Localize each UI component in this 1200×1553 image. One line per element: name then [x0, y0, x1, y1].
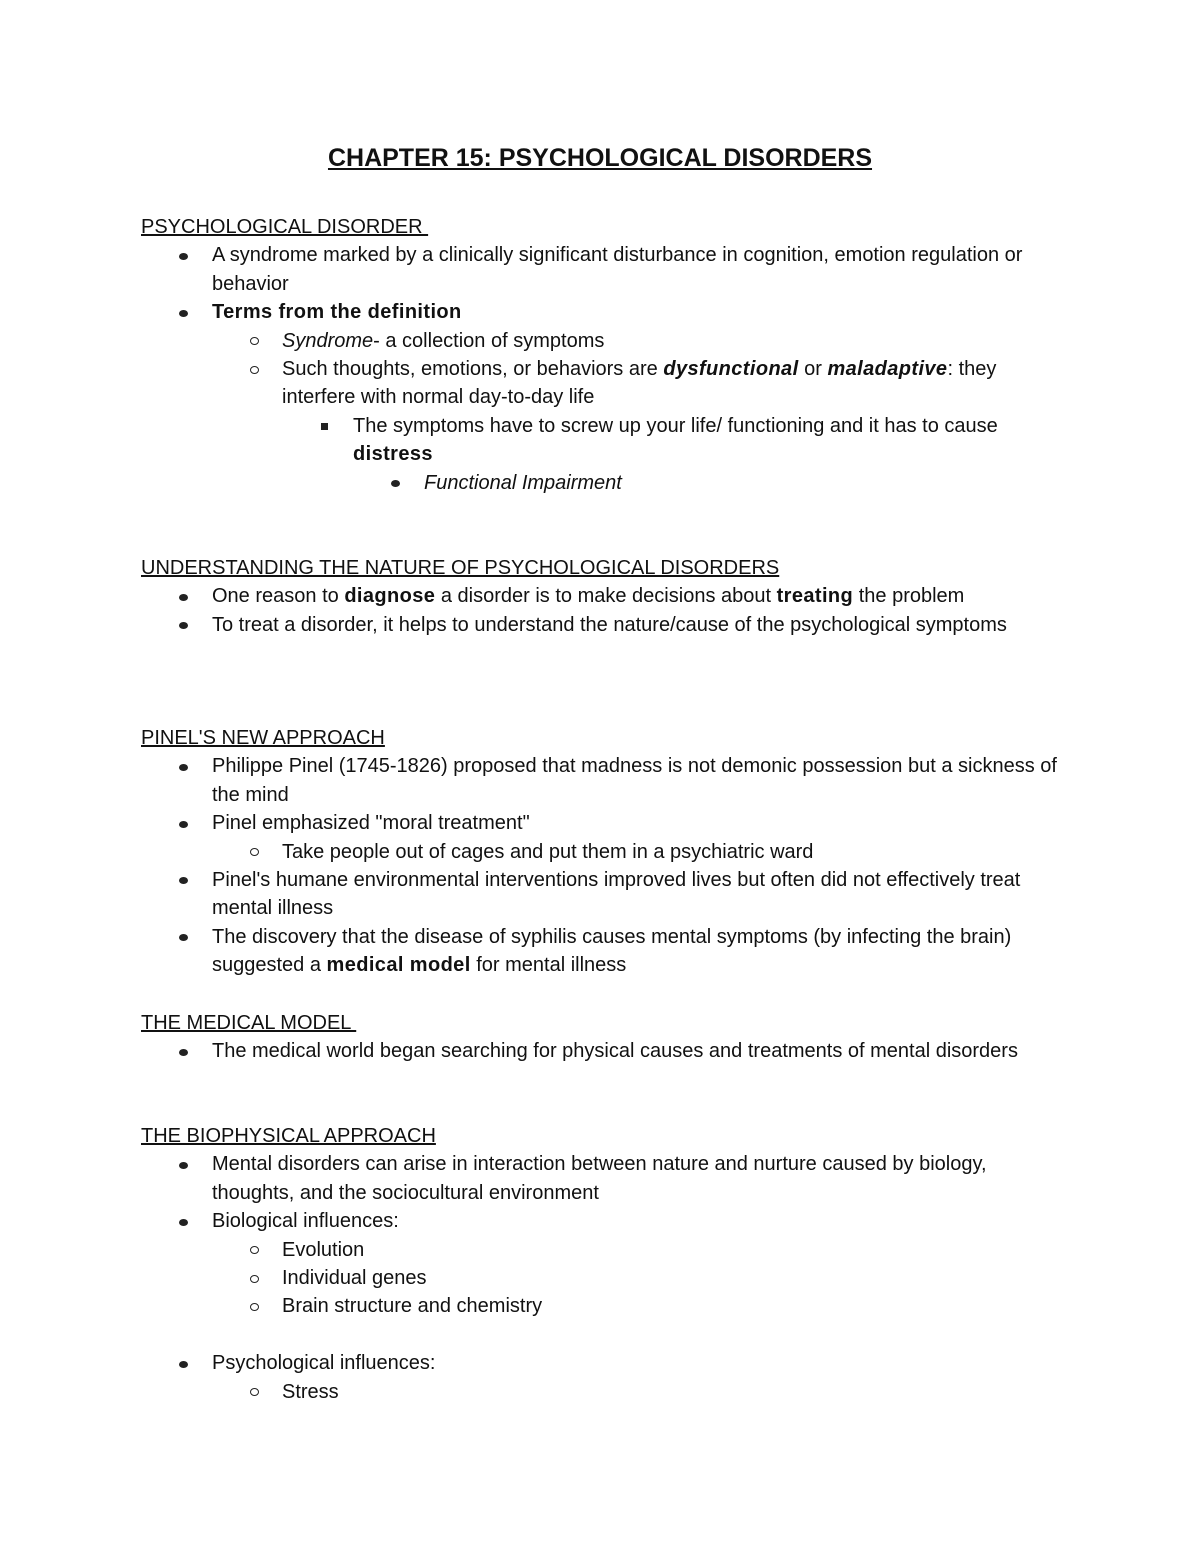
list-item: Philippe Pinel (1745-1826) proposed that madness is not demonic possession but a sickness of the mind — [141, 752, 1071, 809]
bullet-circle-icon — [246, 1264, 262, 1292]
list-item: Such thoughts, emotions, or behaviors are dysfunctional or maladaptive: they interfere with normal day-to-day life — [141, 355, 1071, 412]
list-item: Individual genes — [141, 1264, 1071, 1292]
list-item: The medical world began searching for physical causes and treatments of mental disorders — [141, 1037, 1071, 1065]
bold-term: distress — [353, 443, 433, 466]
bullet-circle-icon — [246, 355, 262, 383]
bullet-disc-icon — [175, 752, 191, 780]
bullet-disc-icon — [175, 809, 191, 837]
bullet-disc-icon — [175, 1037, 191, 1065]
bullet-list — [141, 582, 1071, 639]
bullet-circle-icon — [246, 838, 262, 866]
list-item: Brain structure and chemistry — [141, 1292, 1071, 1320]
list-item: Stress — [141, 1378, 1071, 1406]
bullet-list — [141, 1150, 1071, 1406]
bullet-circle-icon — [246, 1378, 262, 1406]
section-heading: PSYCHOLOGICAL DISORDER — [141, 216, 429, 238]
list-item: The discovery that the disease of syphilis causes mental symptoms (by infecting the brain) suggested a medical model for mental illness — [141, 923, 1071, 980]
page-title: CHAPTER 15: PSYCHOLOGICAL DISORDERS — [327, 144, 873, 172]
list-item: Evolution — [141, 1236, 1071, 1264]
list-item: A syndrome marked by a clinically significant disturbance in cognition, emotion regulation or behavior — [141, 241, 1071, 298]
list-item: The symptoms have to screw up your life/ functioning and it has to cause distress — [141, 412, 1071, 469]
bullet-square-icon — [316, 412, 332, 440]
bold-italic-term: maladaptive — [827, 358, 948, 381]
bullet-list — [141, 241, 1071, 497]
list-item: Take people out of cages and put them in a psychiatric ward — [141, 838, 1071, 866]
section-understanding-nature — [141, 554, 1071, 639]
list-item: Psychological influences: — [141, 1349, 1071, 1377]
bullet-circle-icon — [246, 327, 262, 355]
list-item: One reason to diagnose a disorder is to make decisions about treating the problem — [141, 582, 1071, 610]
italic-term: Functional Impairment — [424, 471, 622, 494]
list-item: Pinel emphasized "moral treatment" — [141, 809, 1071, 837]
bold-term: Terms from the definition — [212, 301, 462, 324]
list-item: To treat a disorder, it helps to understand the nature/cause of the psychological symptoms — [141, 611, 1071, 639]
bullet-disc-icon — [175, 611, 191, 639]
bullet-list — [141, 752, 1071, 979]
section-heading: THE BIOPHYSICAL APPROACH — [141, 1125, 436, 1147]
bullet-disc-icon — [175, 298, 191, 326]
bullet-disc-icon — [175, 1349, 191, 1377]
bullet-list — [141, 1037, 1071, 1065]
list-item — [141, 469, 1071, 497]
bullet-circle-icon — [246, 1236, 262, 1264]
section-pinel-approach — [141, 724, 1071, 980]
bullet-disc-icon — [387, 469, 403, 497]
list-item: Pinel's humane environmental interventions improved lives but often did not effectively treat mental illness — [141, 866, 1071, 923]
section-biophysical-approach — [141, 1122, 1071, 1406]
bold-italic-term: dysfunctional — [663, 358, 799, 381]
bullet-disc-icon — [175, 241, 191, 269]
section-heading: THE MEDICAL MODEL — [141, 1012, 357, 1034]
list-item: Biological influences: — [141, 1207, 1071, 1235]
bullet-disc-icon — [175, 1207, 191, 1235]
bullet-circle-icon — [246, 1292, 262, 1320]
list-item: Mental disorders can arise in interaction between nature and nurture caused by biology, thoughts, and the sociocultural environment — [141, 1150, 1071, 1207]
italic-term: Syndrome — [282, 329, 374, 352]
section-heading: UNDERSTANDING THE NATURE OF PSYCHOLOGICAL DISORDERS — [141, 557, 780, 579]
bullet-disc-icon — [175, 866, 191, 894]
bullet-disc-icon — [175, 582, 191, 610]
section-medical-model — [141, 1009, 1071, 1066]
bold-term: diagnose — [344, 585, 436, 608]
bullet-disc-icon — [175, 1150, 191, 1178]
section-psychological-disorder — [141, 213, 1071, 497]
bold-term: treating — [776, 585, 854, 608]
section-heading: PINEL'S NEW APPROACH — [141, 727, 385, 749]
bold-term: medical model — [326, 954, 471, 977]
list-item: Syndrome- a collection of symptoms — [141, 327, 1071, 355]
list-item — [141, 298, 1071, 326]
bullet-disc-icon — [175, 923, 191, 951]
blank-line — [141, 1321, 1071, 1349]
